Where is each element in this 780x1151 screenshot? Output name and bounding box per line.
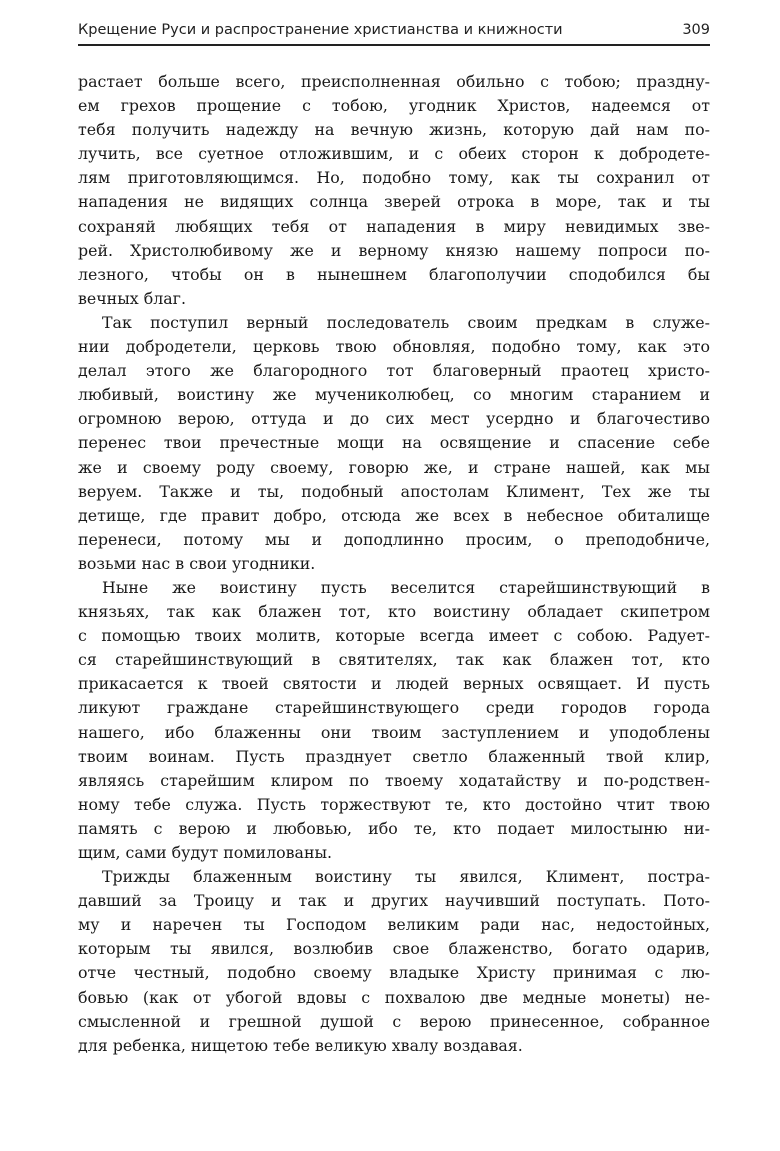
body-text (78, 70, 710, 1058)
text-line: растает больше всего, преисполненная обильно с тобою; праздну- (78, 72, 710, 91)
text-line: которым ты явился, возлюбив свое блаженство, богато одарив, (78, 939, 710, 959)
text-line: ем грехов прощение с тобою, угодник Христов, надеемся от (78, 96, 710, 116)
text-line: память с верою и любовью, ибо те, кто подает милостыню ни- (78, 818, 710, 838)
paragraph-2 (78, 311, 710, 576)
text-line: ся старейшинствующий в святителях, так как блажен тот, кто (78, 650, 710, 670)
text-line: Ныне же воистину пусть веселится старейшинствующий в (102, 577, 710, 597)
paragraph-3 (78, 576, 710, 865)
text-line: ному тебе служа. Пусть торжествуют те, кто достойно чтит твою (78, 794, 710, 814)
paragraph-4 (78, 865, 710, 1058)
text-line: лям приготовляющимся. Но, подобно тому, как ты сохранил от (78, 168, 710, 188)
text-line: отче честный, подобно своему владыке Христу принимая с лю- (78, 963, 710, 983)
text-line: щим, сами будут помилованы. (78, 843, 333, 862)
running-title: Крещение Руси и распространение христианства и книжности (78, 22, 563, 38)
text-line: бовью (как от убогой вдовы с похвалою две медные монеты) не- (78, 987, 710, 1007)
text-line: любивый, воистину же мучениколюбец, со многим старанием и (78, 385, 710, 405)
paragraph-1 (78, 70, 710, 311)
text-line: князьях, так как блажен тот, кто воистину обладает скипетром (78, 602, 710, 622)
text-line: лучить, все суетное отложившим, и с обеих сторон к добродете- (78, 144, 710, 164)
running-header (78, 18, 710, 46)
text-line: для ребенка, нищетою тебе великую хвалу воздавая. (78, 1035, 523, 1055)
text-line: перенеси, потому мы и доподлинно просим, о преподобниче, (78, 529, 710, 549)
text-line: возьми нас в свои угодники. (78, 553, 316, 573)
text-line: сохраняй любящих тебя от нападения в миру невидимых зве- (78, 216, 710, 236)
text-line: ликуют граждане старейшинствующего среди городов города (78, 698, 710, 718)
text-line: делал этого же благородного тот благоверный праотец христо- (78, 361, 710, 381)
text-line: нашего, ибо блаженны они твоим заступлением и уподоблены (78, 722, 710, 742)
text-line: вечных благ. (78, 288, 186, 308)
text-line: прикасается к твоей святости и людей верных освящает. И пусть (78, 674, 710, 694)
page-number: 309 (682, 22, 710, 38)
text-line: Так поступил верный последователь своим предкам в служе- (102, 312, 710, 332)
text-line: рей. Христолюбивому же и верному князю нашему попроси по- (78, 240, 710, 260)
text-line: являясь старейшим клиром по твоему ходатайству и по-родствен- (78, 770, 710, 790)
text-line: Трижды блаженным воистину ты явился, Климент, пострa- (102, 867, 710, 887)
text-line: же и своему роду своему, говорю же, и стране нашей, как мы (78, 457, 710, 477)
text-line: твоим воинам. Пусть празднует светло блаженный твой клир, (78, 746, 710, 766)
text-line: смысленной и грешной душой с верою принесенное, собранное (78, 1011, 710, 1031)
text-line: перенес твои пречестные мощи на освящение и спасение себе (78, 433, 710, 453)
text-line: веруем. Также и ты, подобный апостолам Климент, Тех же ты (78, 481, 710, 501)
text-line: лезного, чтобы он в нынешнем благополучии сподобился бы (78, 264, 710, 284)
text-line: детище, где правит добро, отсюда же всех в небесное обиталище (78, 505, 710, 525)
text-line: тебя получить надежду на вечную жизнь, которую дай нам по- (78, 120, 710, 140)
text-line: давший за Троицу и так и других научивший поступать. Пото- (78, 891, 710, 911)
text-line: огромною верою, оттуда и до сих мест усердно и благочестиво (78, 409, 710, 429)
text-line: нии добродетели, церковь твою обновляя, подобно тому, как это (78, 337, 710, 357)
text-line: нападения не видящих солнца зверей отрока в море, так и ты (78, 192, 710, 212)
text-line: му и наречен ты Господом великим ради нас, недостойных, (78, 915, 710, 935)
text-line: с помощью твоих молитв, которые всегда имеет с собою. Радует- (78, 626, 710, 646)
